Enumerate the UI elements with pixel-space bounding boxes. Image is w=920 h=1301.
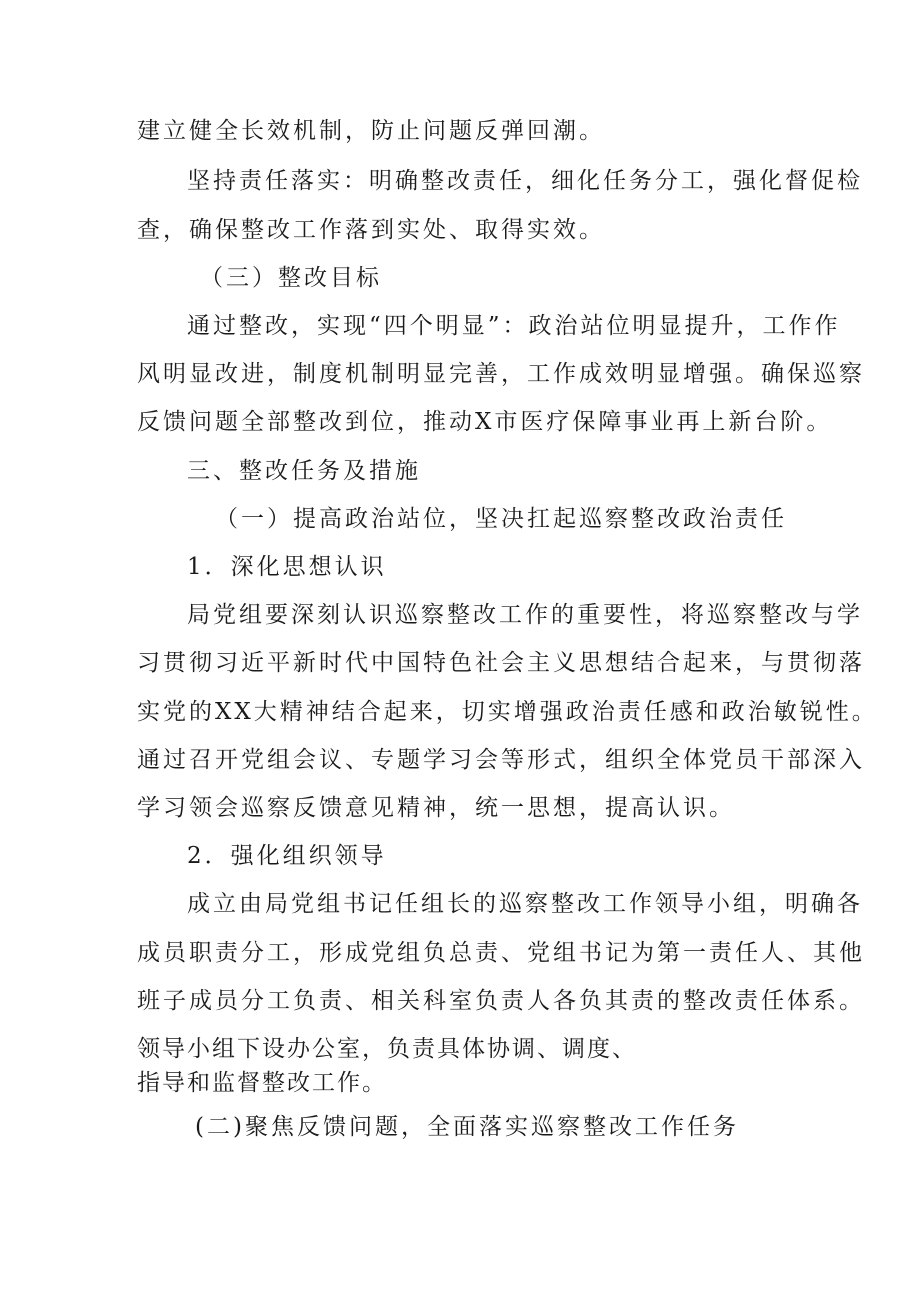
- text-line: 建立健全长效机制，防止问题反弹回潮。: [137, 118, 605, 144]
- text-line: 坚持责任落实：明确整改责任，细化任务分工，强化督促检: [187, 168, 863, 194]
- text-line: 班子成员分工负责、相关科室负责人各负其责的整改责任体系。: [137, 988, 865, 1014]
- chapter-heading: 三、整改任务及措施: [187, 458, 421, 484]
- text-line: 风明显改进，制度机制明显完善，工作成效明显增强。确保巡察: [137, 361, 865, 387]
- section-heading: （三）整改目标: [200, 265, 382, 291]
- text-line: 领导小组下设办公室，负责具体协调、调度、: [137, 1036, 637, 1062]
- text-line: 学习领会巡察反馈意见精神，统一思想，提高认识。: [137, 795, 735, 821]
- section-heading: (二)聚焦反馈问题，全面落实巡察整改工作任务: [195, 1114, 739, 1140]
- text-line: 反馈问题全部整改到位，推动X市医疗保障事业再上新台阶。: [137, 409, 833, 435]
- text-line: 通过召开党组会议、专题学习会等形式，组织全体党员干部深入: [137, 747, 865, 773]
- text-line: 习贯彻习近平新时代中国特色社会主义思想结合起来，与贯彻落: [137, 650, 865, 676]
- text-line: 实党的XX大精神结合起来，切实增强政治责任感和政治敏锐性。: [137, 699, 878, 725]
- text-line: 成立由局党组书记任组长的巡察整改工作领导小组，明确各: [187, 891, 863, 917]
- text-line: 指导和监督整改工作。: [137, 1070, 387, 1096]
- text-line: 成员职责分工，形成党组负总责、党组书记为第一责任人、其他: [137, 940, 865, 966]
- section-heading: （一）提高政治站位，坚决扛起巡察整改政治责任: [215, 506, 787, 532]
- subsection-heading: 2．强化组织领导: [187, 843, 387, 869]
- text-line: 通过整改，实现“四个明显”：政治站位明显提升，工作作: [187, 313, 841, 339]
- subsection-heading: 1．深化思想认识: [187, 554, 387, 580]
- text-line: 查，确保整改工作落到实处、取得实效。: [137, 217, 605, 243]
- text-line: 局党组要深刻认识巡察整改工作的重要性，将巡察整改与学: [187, 602, 863, 628]
